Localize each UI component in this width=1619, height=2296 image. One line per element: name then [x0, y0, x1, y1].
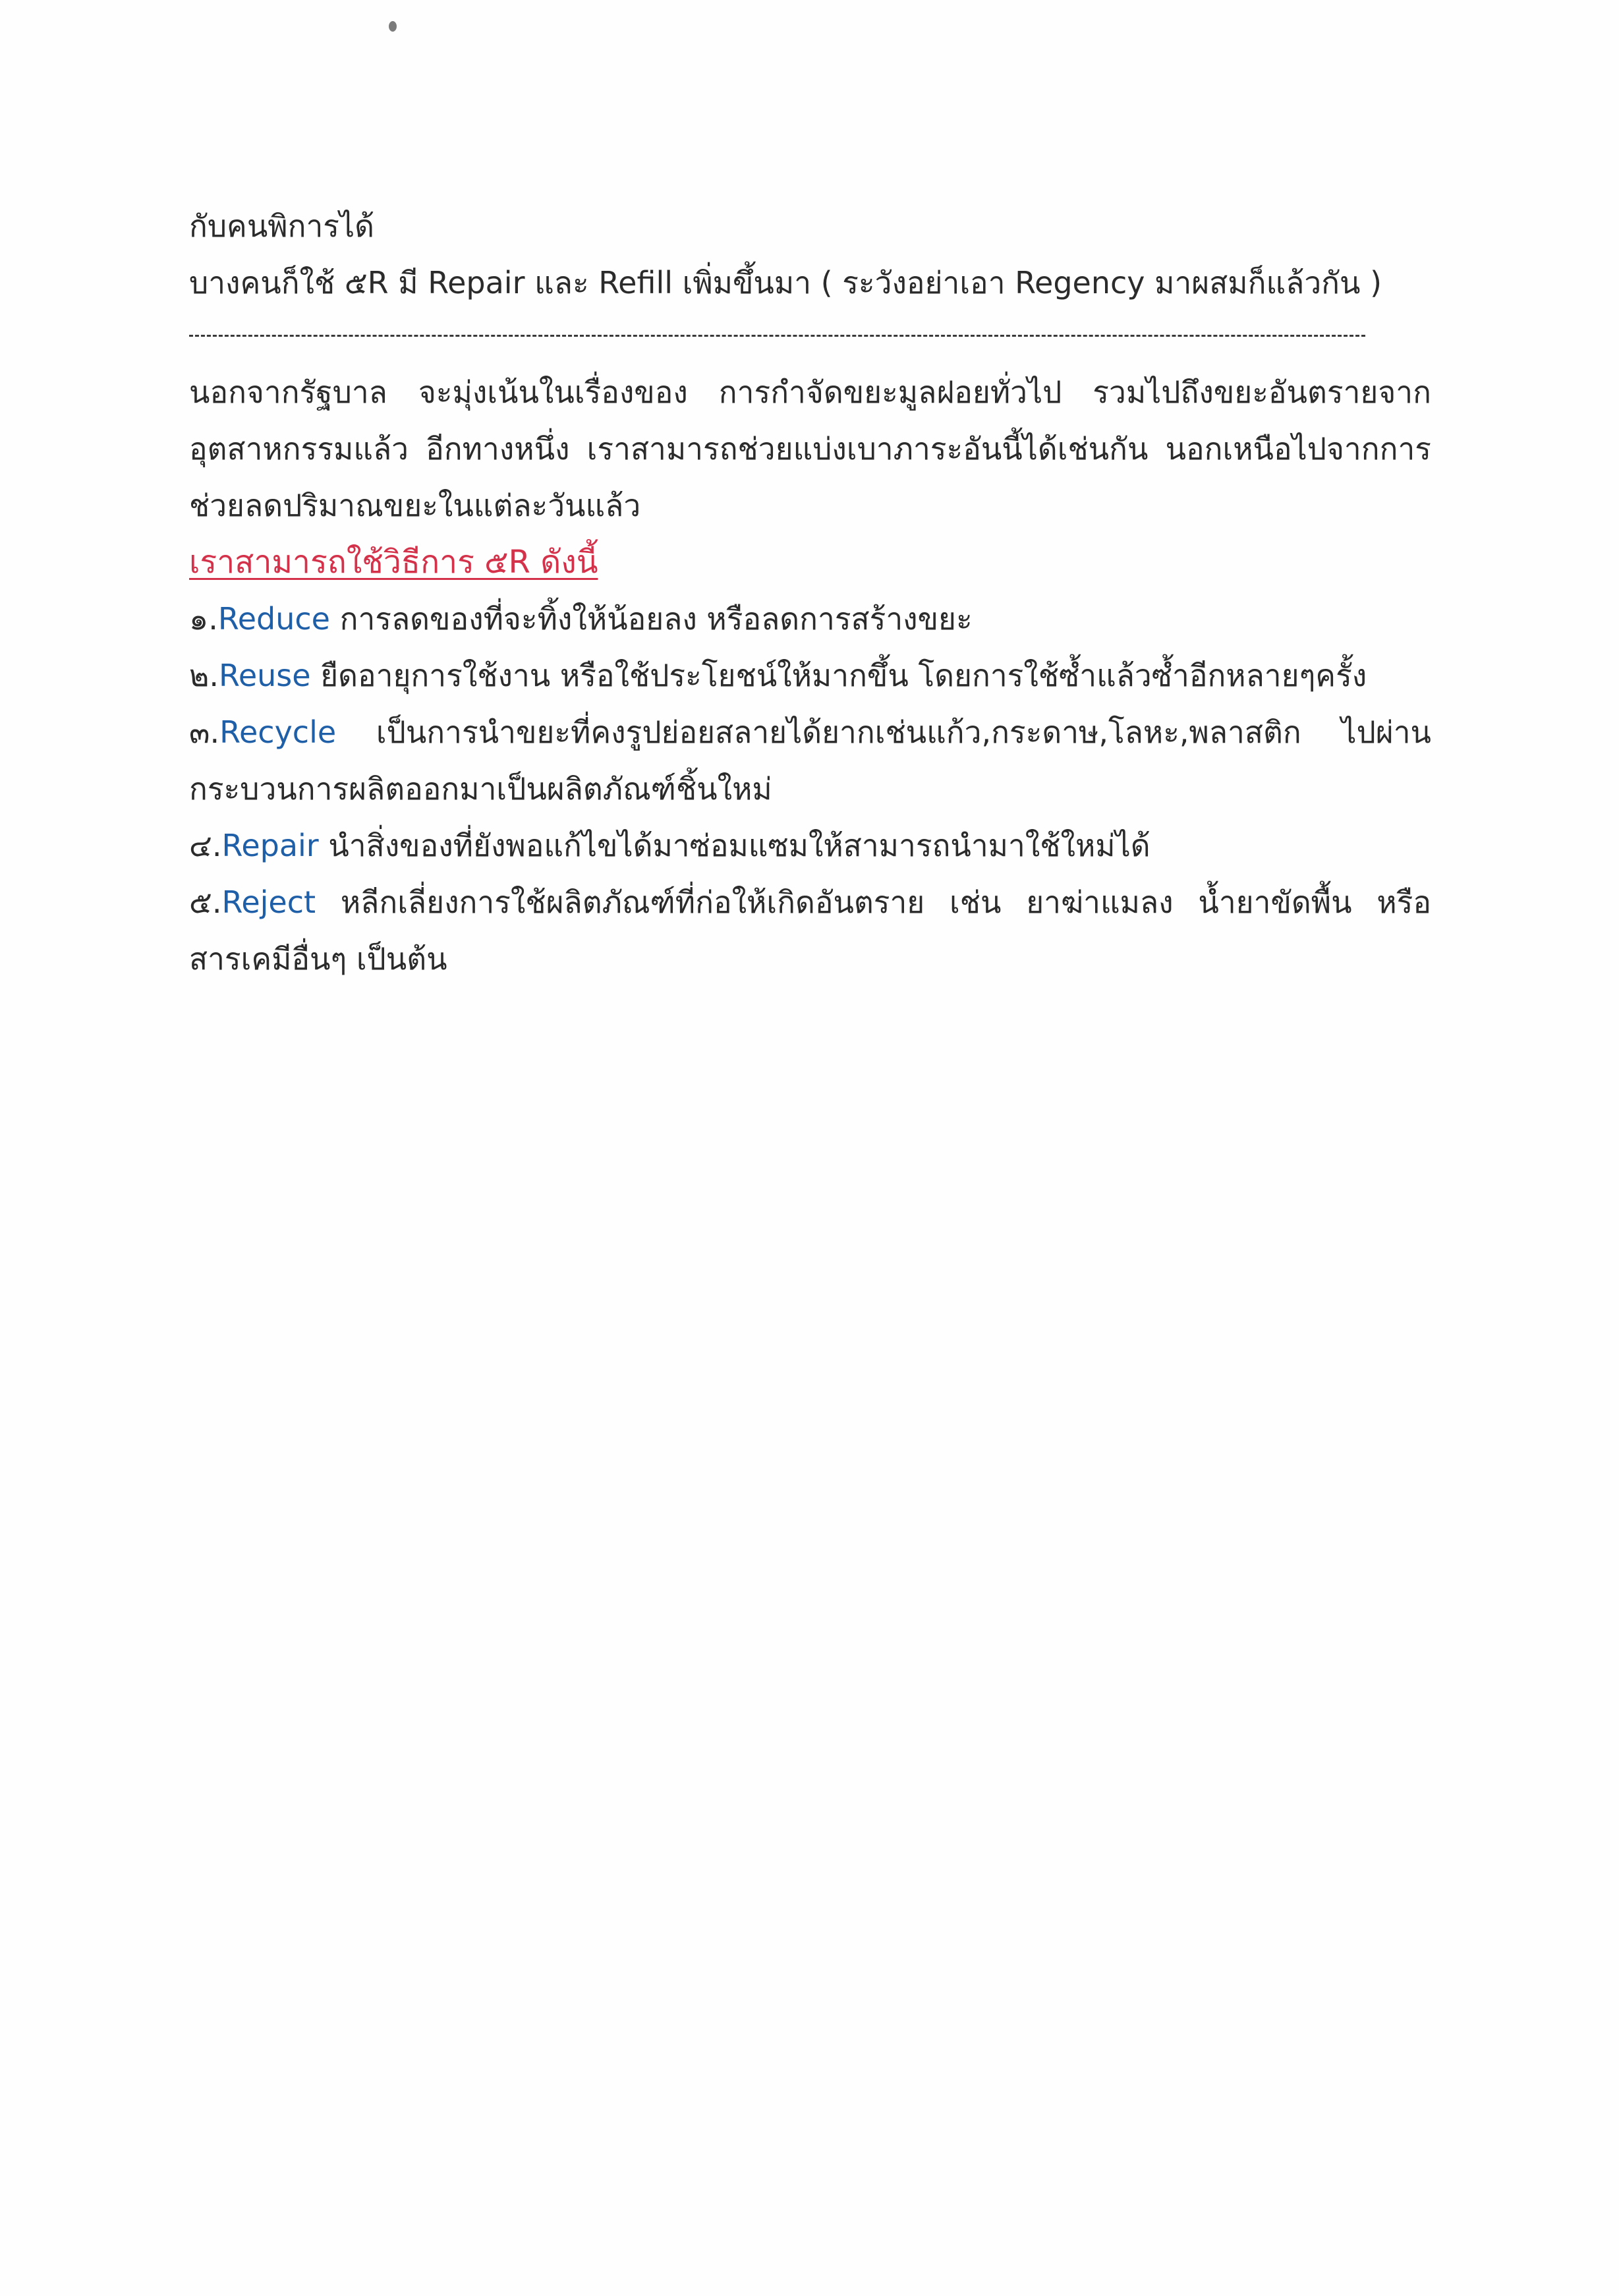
item-text: นำสิ่งของที่ยังพอแก้ไขได้มาซ่อมแซมให้สามารถนำมาใช้ใหม่ได้: [318, 828, 1150, 863]
item-term: Reduce: [217, 601, 330, 637]
item-text: ยืดอายุการใช้งาน หรือใช้ประโยชน์ให้มากขึ้น โดยการใช้ซ้ำแล้วซ้ำอีกหลายๆครั้ง: [310, 658, 1367, 693]
text-line: บางคนก็ใช้ ๕R มี Repair และ Refill เพิ่มขึ้นมา ( ระวังอย่าเอา Regency มาผสมก็แล้วกัน ): [189, 265, 1382, 301]
item-text: เป็นการนำขยะที่คงรูปย่อยสลายได้ยากเช่นแก้ว,กระดาษ,โลหะ,พลาสติก ไปผ่าน: [336, 714, 1431, 750]
list-item: [189, 704, 1431, 761]
paragraph-line: อุตสาหกรรมแล้ว อีกทางหนึ่ง เราสามารถช่วยแบ่งเบาภาระอันนี้ได้เช่นกัน นอกเหนือไปจากการ: [189, 431, 1431, 467]
paragraph-line: นอกจากรัฐบาล จะมุ่งเน้นในเรื่องของ การกำจัดขยะมูลฝอยทั่วไป รวมไปถึงขยะอันตรายจาก: [189, 374, 1431, 410]
item-number: ๓.: [189, 714, 220, 750]
item-number: ๑.: [189, 601, 218, 637]
list-item: [189, 647, 1431, 704]
dashed-divider: [189, 335, 1365, 337]
item-term: Repair: [221, 828, 319, 863]
text-line: กับคนพิการได้: [189, 208, 374, 244]
item-text: การลดของที่จะทิ้งให้น้อยลง หรือลดการสร้างขยะ: [329, 601, 973, 637]
main-section: [189, 364, 1431, 987]
item-number: ๔.: [189, 828, 222, 863]
section-heading: เราสามารถใช้วิธีการ ๕R ดังนี้: [189, 544, 598, 581]
list-item-continuation: สารเคมีอื่นๆ เป็นต้น: [189, 941, 447, 977]
scan-speck: [389, 21, 397, 32]
top-section: [189, 198, 1431, 311]
item-term: Reject: [221, 884, 316, 920]
list-item-continuation: กระบวนการผลิตออกมาเป็นผลิตภัณฑ์ชิ้นใหม่: [189, 771, 772, 807]
item-text: หลีกเลี่ยงการใช้ผลิตภัณฑ์ที่ก่อให้เกิดอันตราย เช่น ยาฆ่าแมลง น้ำยาขัดพื้น หรือ: [316, 884, 1431, 920]
list-item: [189, 874, 1431, 931]
item-number: ๕.: [189, 884, 222, 920]
item-term: Reuse: [218, 658, 311, 693]
list-item: [189, 817, 1431, 874]
paragraph-line: ช่วยลดปริมาณขยะในแต่ละวันแล้ว: [189, 488, 641, 523]
item-number: ๒.: [189, 658, 219, 693]
item-term: Recycle: [219, 714, 337, 750]
list-item: [189, 590, 1431, 647]
